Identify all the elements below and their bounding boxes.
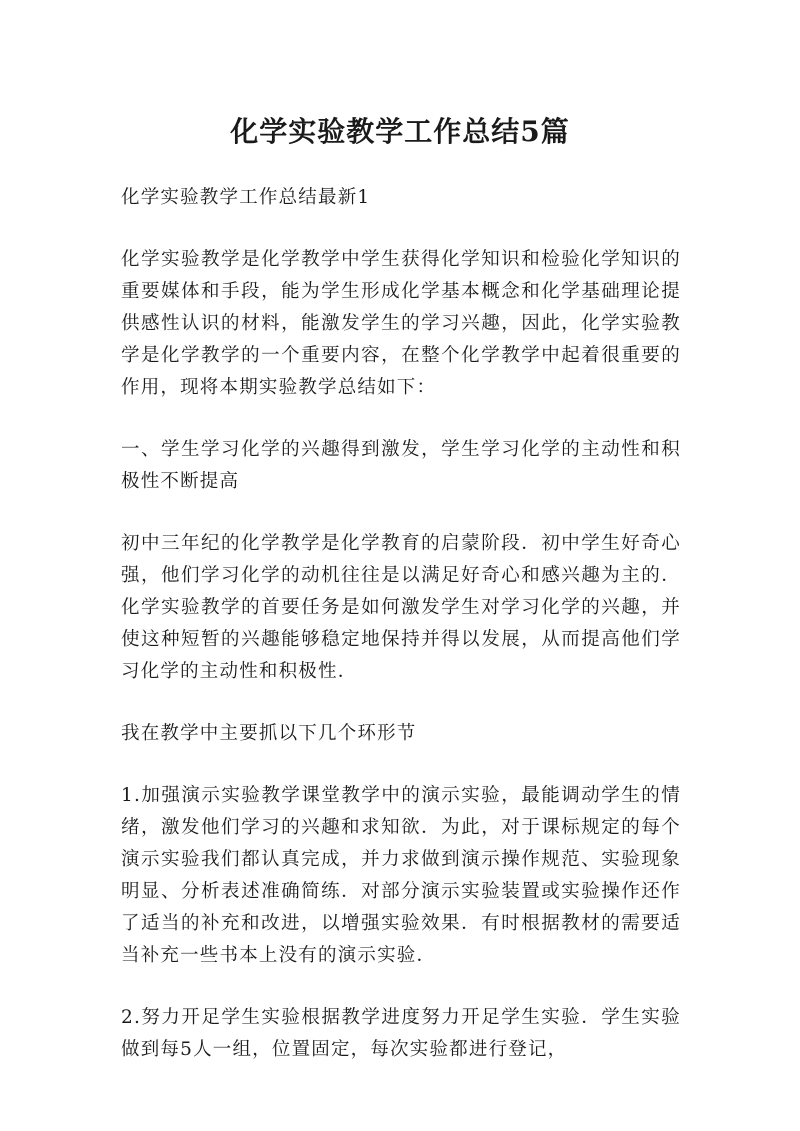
paragraph-intro: 化学实验教学是化学教学中学生获得化学知识和检验化学知识的重要媒体和手段，能为学生形成化学基本概念和化学基础理论提供感性认识的材料，能激发学生的学习兴趣，因此，化学实验教学是化学教学的一个重要内容，在整个化学教学中起着很重要的作用，现将本期实验教学总结如下： [121, 249, 681, 398]
paragraph-key-points: 我在教学中主要抓以下几个环形节 [121, 723, 417, 744]
paragraph-demo-experiments: 1.加强演示实验教学课堂教学中的演示实验，最能调动学生的情绪，激发他们学习的兴趣和求知欲．为此，对于课标规定的每个演示实验我们都认真完成，并力求做到演示操作规范、实验现象明显、分析表述准确简练．对部分演示实验装置或实验操作还作了适当的补充和改进，以增强实验效果．有时根据教材的需要适当补充一些书本上没有的演示实验． [121, 785, 681, 966]
section-heading: 化学实验教学工作总结最新1 [121, 187, 371, 208]
document-body [121, 180, 681, 1066]
paragraph-interest: 初中三年纪的化学教学是化学教育的启蒙阶段．初中学生好奇心强，他们学习化学的动机往往是以满足好奇心和感兴趣为主的．化学实验教学的首要任务是如何激发学生对学习化学的兴趣，并使这种短暂的兴趣能够稳定地保持并得以发展，从而提高他们学习化学的主动性和积极性． [121, 533, 681, 682]
paragraph-section-one-heading: 一、学生学习化学的兴趣得到激发，学生学习化学的主动性和积极性不断提高 [121, 439, 681, 492]
paragraph-student-experiments: 2.努力开足学生实验根据教学进度努力开足学生实验．学生实验做到每5人一组，位置固定，每次实验都进行登记， [121, 1007, 681, 1060]
document-title: 化学实验教学工作总结5篇 [230, 115, 570, 148]
